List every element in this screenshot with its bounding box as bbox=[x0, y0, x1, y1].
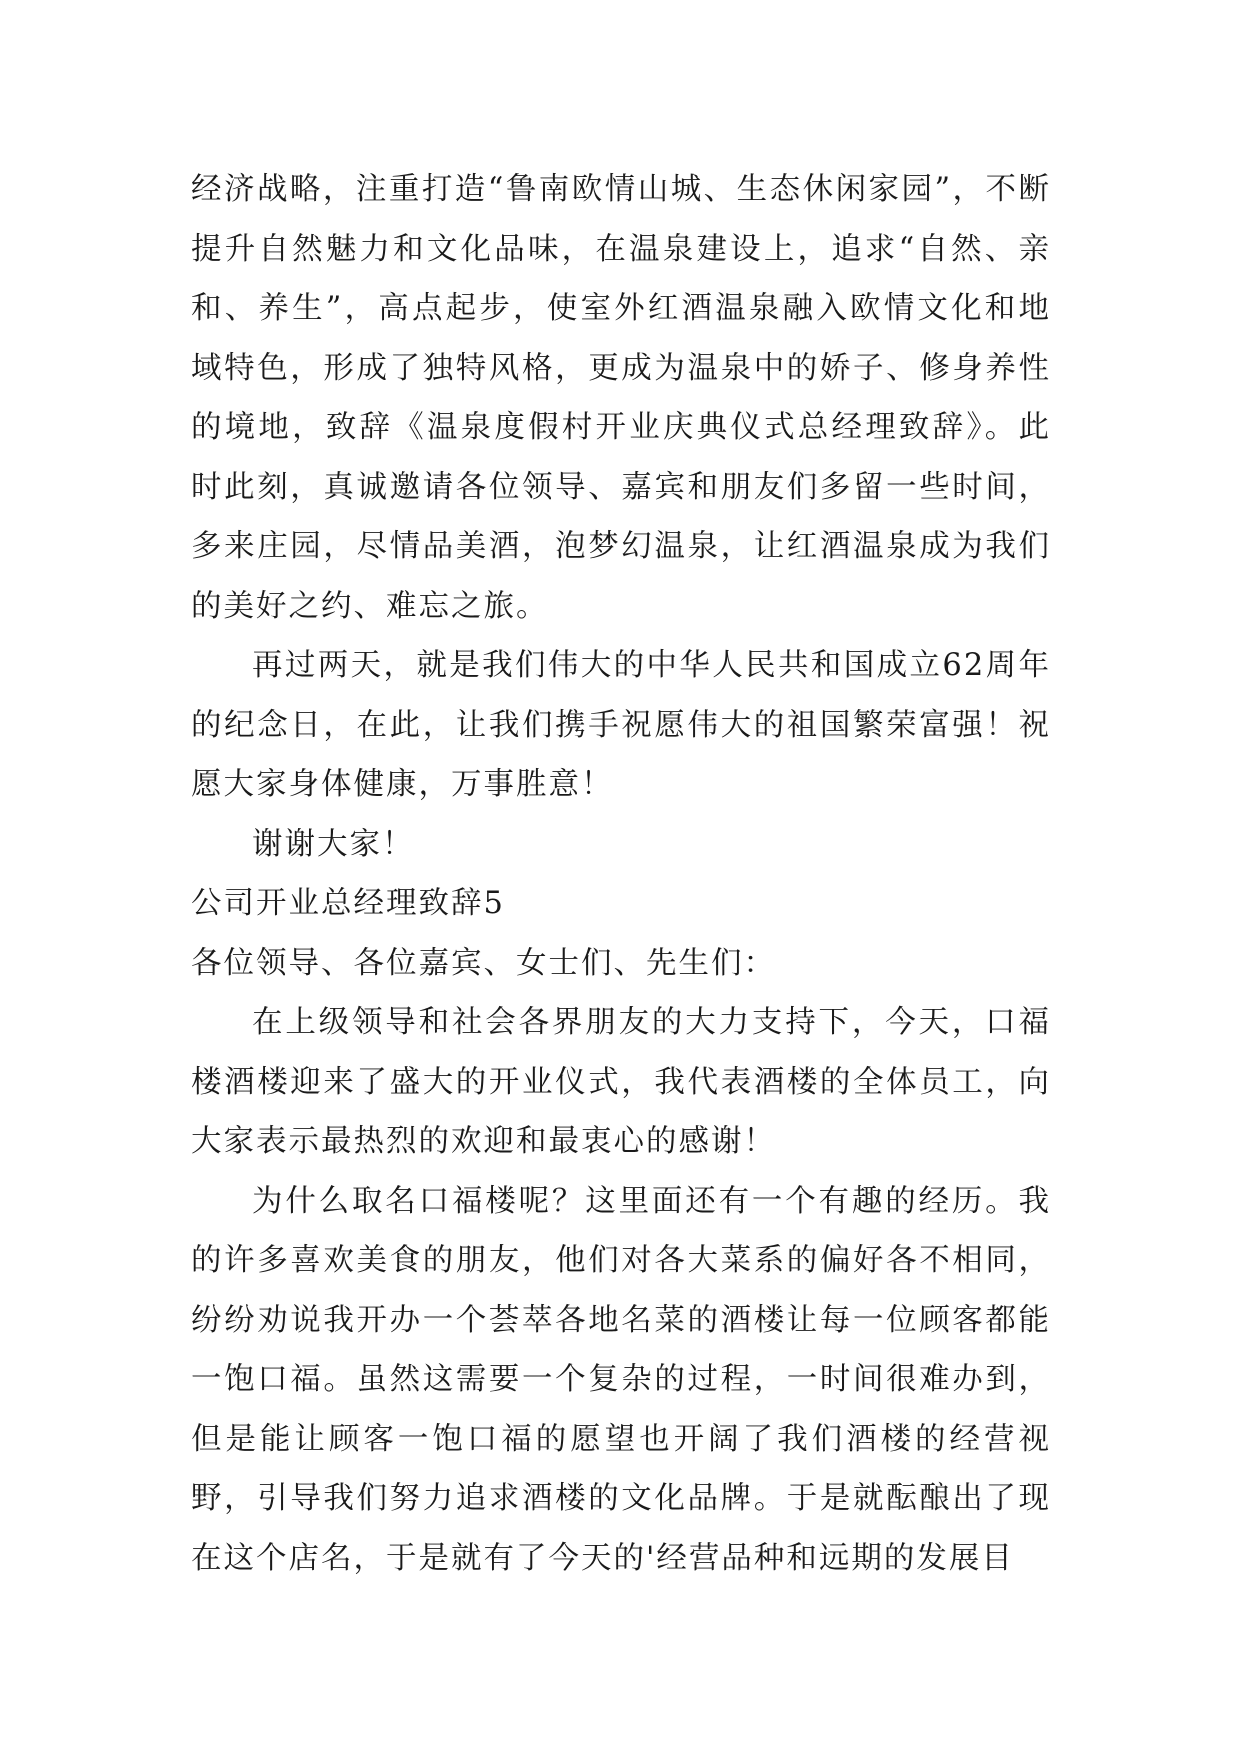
paragraph-thanks: 谢谢大家！ bbox=[252, 826, 415, 862]
paragraph-continuation: 经济战略，注重打造“鲁南欧情山城、生态休闲家园”，不断提升自然魅力和文化品味，在温泉建设上，追求“自然、亲和、养生”，高点起步，使室外红酒温泉融入欧情文化和地域特色，形成了独特风格，更成为温泉中的娇子、修身养性的境地，致辞《温泉度假村开业庆典仪式总经理致辞》。此时此刻，真诚邀请各位领导、嘉宾和朋友们多留一些时间，多来庄园，尽情品美酒，泡梦幻温泉，让红酒温泉成为我们的美好之约、难忘之旅。 bbox=[191, 172, 1051, 624]
salutation: 各位领导、各位嘉宾、女士们、先生们： bbox=[191, 945, 776, 981]
paragraph-national-day: 再过两天，就是我们伟大的中华人民共和国成立62周年的纪念日，在此，让我们携手祝愿伟大的祖国繁荣富强！祝愿大家身体健康，万事胜意！ bbox=[191, 648, 1051, 802]
paragraph-name-origin: 为什么取名口福楼呢？这里面还有一个有趣的经历。我的许多喜欢美食的朋友，他们对各大菜系的偏好各不相同，纷纷劝说我开办一个荟萃各地名菜的酒楼让每一位顾客都能一饱口福。虽然这需要一个复杂的过程，一时间很难办到，但是能让顾客一饱口福的愿望也开阔了我们酒楼的经营视野，引导我们努力追求酒楼的文化品牌。于是就酝酿出了现在这个店名，于是就有了今天的'经营品种和远期的发展目 bbox=[191, 1183, 1051, 1576]
document-body bbox=[191, 160, 1051, 1588]
section-heading: 公司开业总经理致辞5 bbox=[191, 886, 505, 921]
paragraph-opening: 在上级领导和社会各界朋友的大力支持下，今天，口福楼酒楼迎来了盛大的开业仪式，我代表酒楼的全体员工，向大家表示最热烈的欢迎和最衷心的感谢！ bbox=[191, 1005, 1051, 1159]
